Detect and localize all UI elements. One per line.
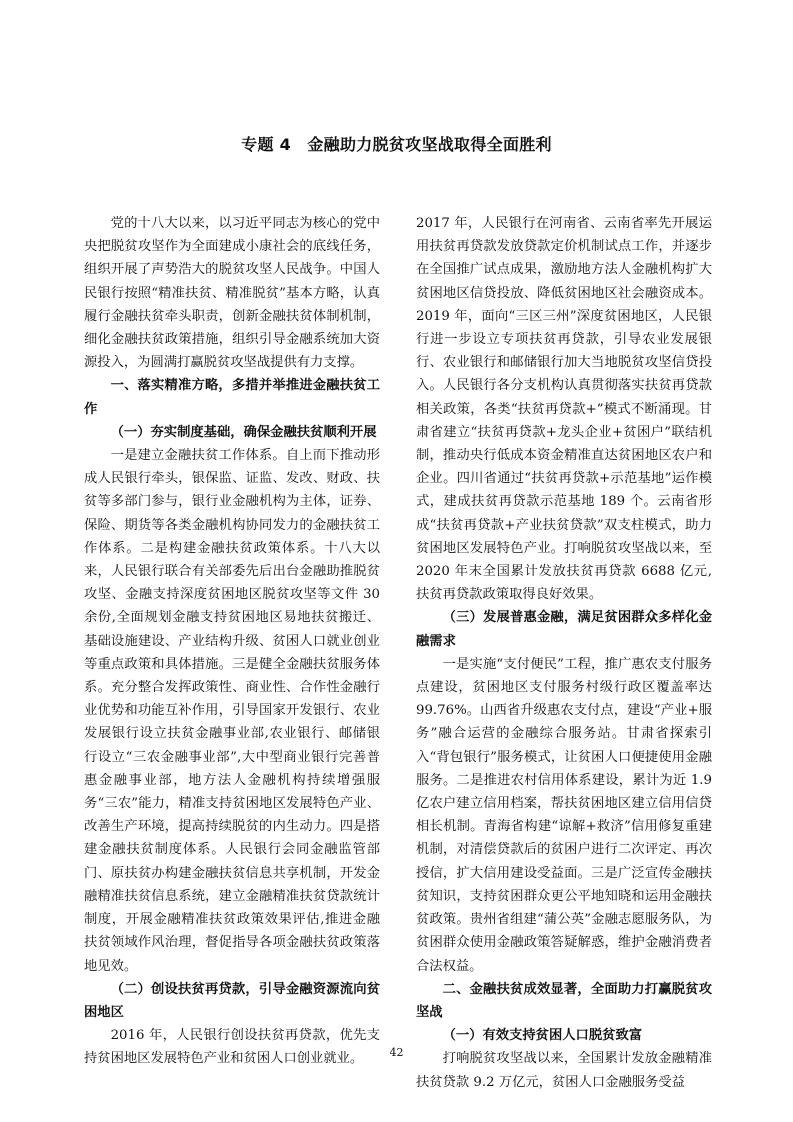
subsection-heading-2-1: （一）有效支持贫困人口脱贫致富 (442, 1028, 643, 1044)
body-paragraph: 打响脱贫攻坚战以来，全国累计发放金融精准扶贫贷款 9.2 万亿元，贫困人口金融服务受益 (416, 1051, 712, 1090)
page-number: 42 (389, 1046, 404, 1059)
subsection-heading-1-3: （三）发展普惠金融，满足贫困群众多样化金融需求 (416, 610, 712, 649)
subsection-heading-1-2: （二）创设扶贫再贷款，引导金融资源流向贫困地区 (84, 981, 380, 1020)
section-heading-1: 一、落实精准方略，多措并举推进金融扶贫工作 (84, 378, 380, 417)
right-column (416, 212, 712, 1094)
left-column (84, 212, 380, 1071)
page-title: 专题 4 金融助力脱贫攻坚战取得全面胜利 (241, 135, 552, 154)
body-paragraph: 2016 年，人民银行创设扶贫再贷款，优先支持贫困地区发展特色产业和贫困人口创业就业。 (84, 1028, 380, 1067)
body-paragraph-continued: 2017 年，人民银行在河南省、云南省率先开展运用扶贫再贷款发放贷款定价机制试点工作，并逐步在全国推广试点成果，激励地方法人金融机构扩大贫困地区信贷投放、降低贫困地区社会融资成本。2019 年，面向“三区三州”深度贫困地区，人民银行进一步设立专项扶贫再贷款，引导农业发展银行、农业银行和邮储银行加大当地脱贫攻坚信贷投入。人民银行各分支机构认真贯彻落实扶贫再贷款相关政策，各类“扶贫再贷款+”模式不断涌现。甘肃省建立“扶贫再贷款+龙头企业+贫困户”联结机制，推动央行低成本资金精准直达贫困地区农户和企业。四川省通过“扶贫再贷款+示范基地”运作模式，建成扶贫再贷款示范基地 189 个。云南省形成“扶贫再贷款+产业扶贫贷款”双支柱模式，助力贫困地区发展特色产业。打响脱贫攻坚战以来，至 2020 年末全国累计发放扶贫再贷款 6688 亿元,扶贫再贷款政策取得良好效果。 (416, 216, 712, 603)
intro-paragraph: 党的十八大以来，以习近平同志为核心的党中央把脱贫攻坚作为全面建成小康社会的底线任务，组织开展了声势浩大的脱贫攻坚人民战争。中国人民银行按照“精准扶贫、精准脱贫”基本方略，认真履行金融扶贫牵头职责，创新金融扶贫体制机制，细化金融扶贫政策措施，组织引导金融系统加大资源投入，为圆满打赢脱贫攻坚战提供有力支撑。 (84, 216, 380, 371)
section-heading-2: 二、金融扶贫成效显著，全面助力打赢脱贫攻坚战 (416, 981, 712, 1020)
subsection-heading-1-1: （一）夯实制度基础，确保金融扶贫顺利开展 (110, 424, 377, 440)
body-paragraph: 一是实施“支付便民”工程，推广惠农支付服务点建设，贫困地区支付服务村级行政区覆盖率达 99.76%。山西省升级惠农支付点，建设“产业+服务”融合运营的金融综合服务站。甘肃省探索引入“背包银行”服务模式，让贫困人口便捷使用金融服务。二是推进农村信用体系建设，累计为近 1.9 亿农户建立信用档案，帮扶贫困地区建立信用信贷相长机制。青海省构建“谅解+救济”信用修复重建机制，对清偿贷款后的贫困户进行二次评定、再次授信，扩大信用建设受益面。三是广泛宣传金融扶贫知识，支持贫困群众更公平地知晓和运用金融扶贫政策。贵州省组建“蒲公英”金融志愿服务队，为贫困群众使用金融政策答疑解惑，维护金融消费者合法权益。 (416, 656, 712, 974)
body-paragraph: 一是建立金融扶贫工作体系。自上而下推动形成人民银行牵头，银保监、证监、发改、财政、扶贫等多部门参与，银行业金融机构为主体，证券、保险、期货等各类金融机构协同发力的金融扶贫工作体系。二是构建金融扶贫政策体系。十八大以来，人民银行联合有关部委先后出台金融助推脱贫攻坚、金融支持深度贫困地区脱贫攻坚等文件 30 余份,全面规划金融支持贫困地区易地扶贫搬迁、基础设施建设、产业结构升级、贫困人口就业创业等重点政策和具体措施。三是健全金融扶贫服务体系。充分整合发挥政策性、商业性、合作性金融行业优势和功能互补作用，引导国家开发银行、农业发展银行设立扶贫金融事业部,农业银行、邮储银行设立“三农金融事业部”,大中型商业银行完善普惠金融事业部，地方法人金融机构持续增强服务“三农”能力，精准支持贫困地区发展特色产业、改善生产环境，提高持续脱贫的内生动力。四是搭建金融扶贫制度体系。人民银行会同金融监管部门、原扶贫办构建金融扶贫信息共享机制，开发金融精准扶贫信息系统，建立金融精准扶贫贷款统计制度，开展金融精准扶贫政策效果评估,推进金融扶贫领域作风治理，督促指导各项金融扶贫政策落地见效。 (84, 448, 380, 974)
